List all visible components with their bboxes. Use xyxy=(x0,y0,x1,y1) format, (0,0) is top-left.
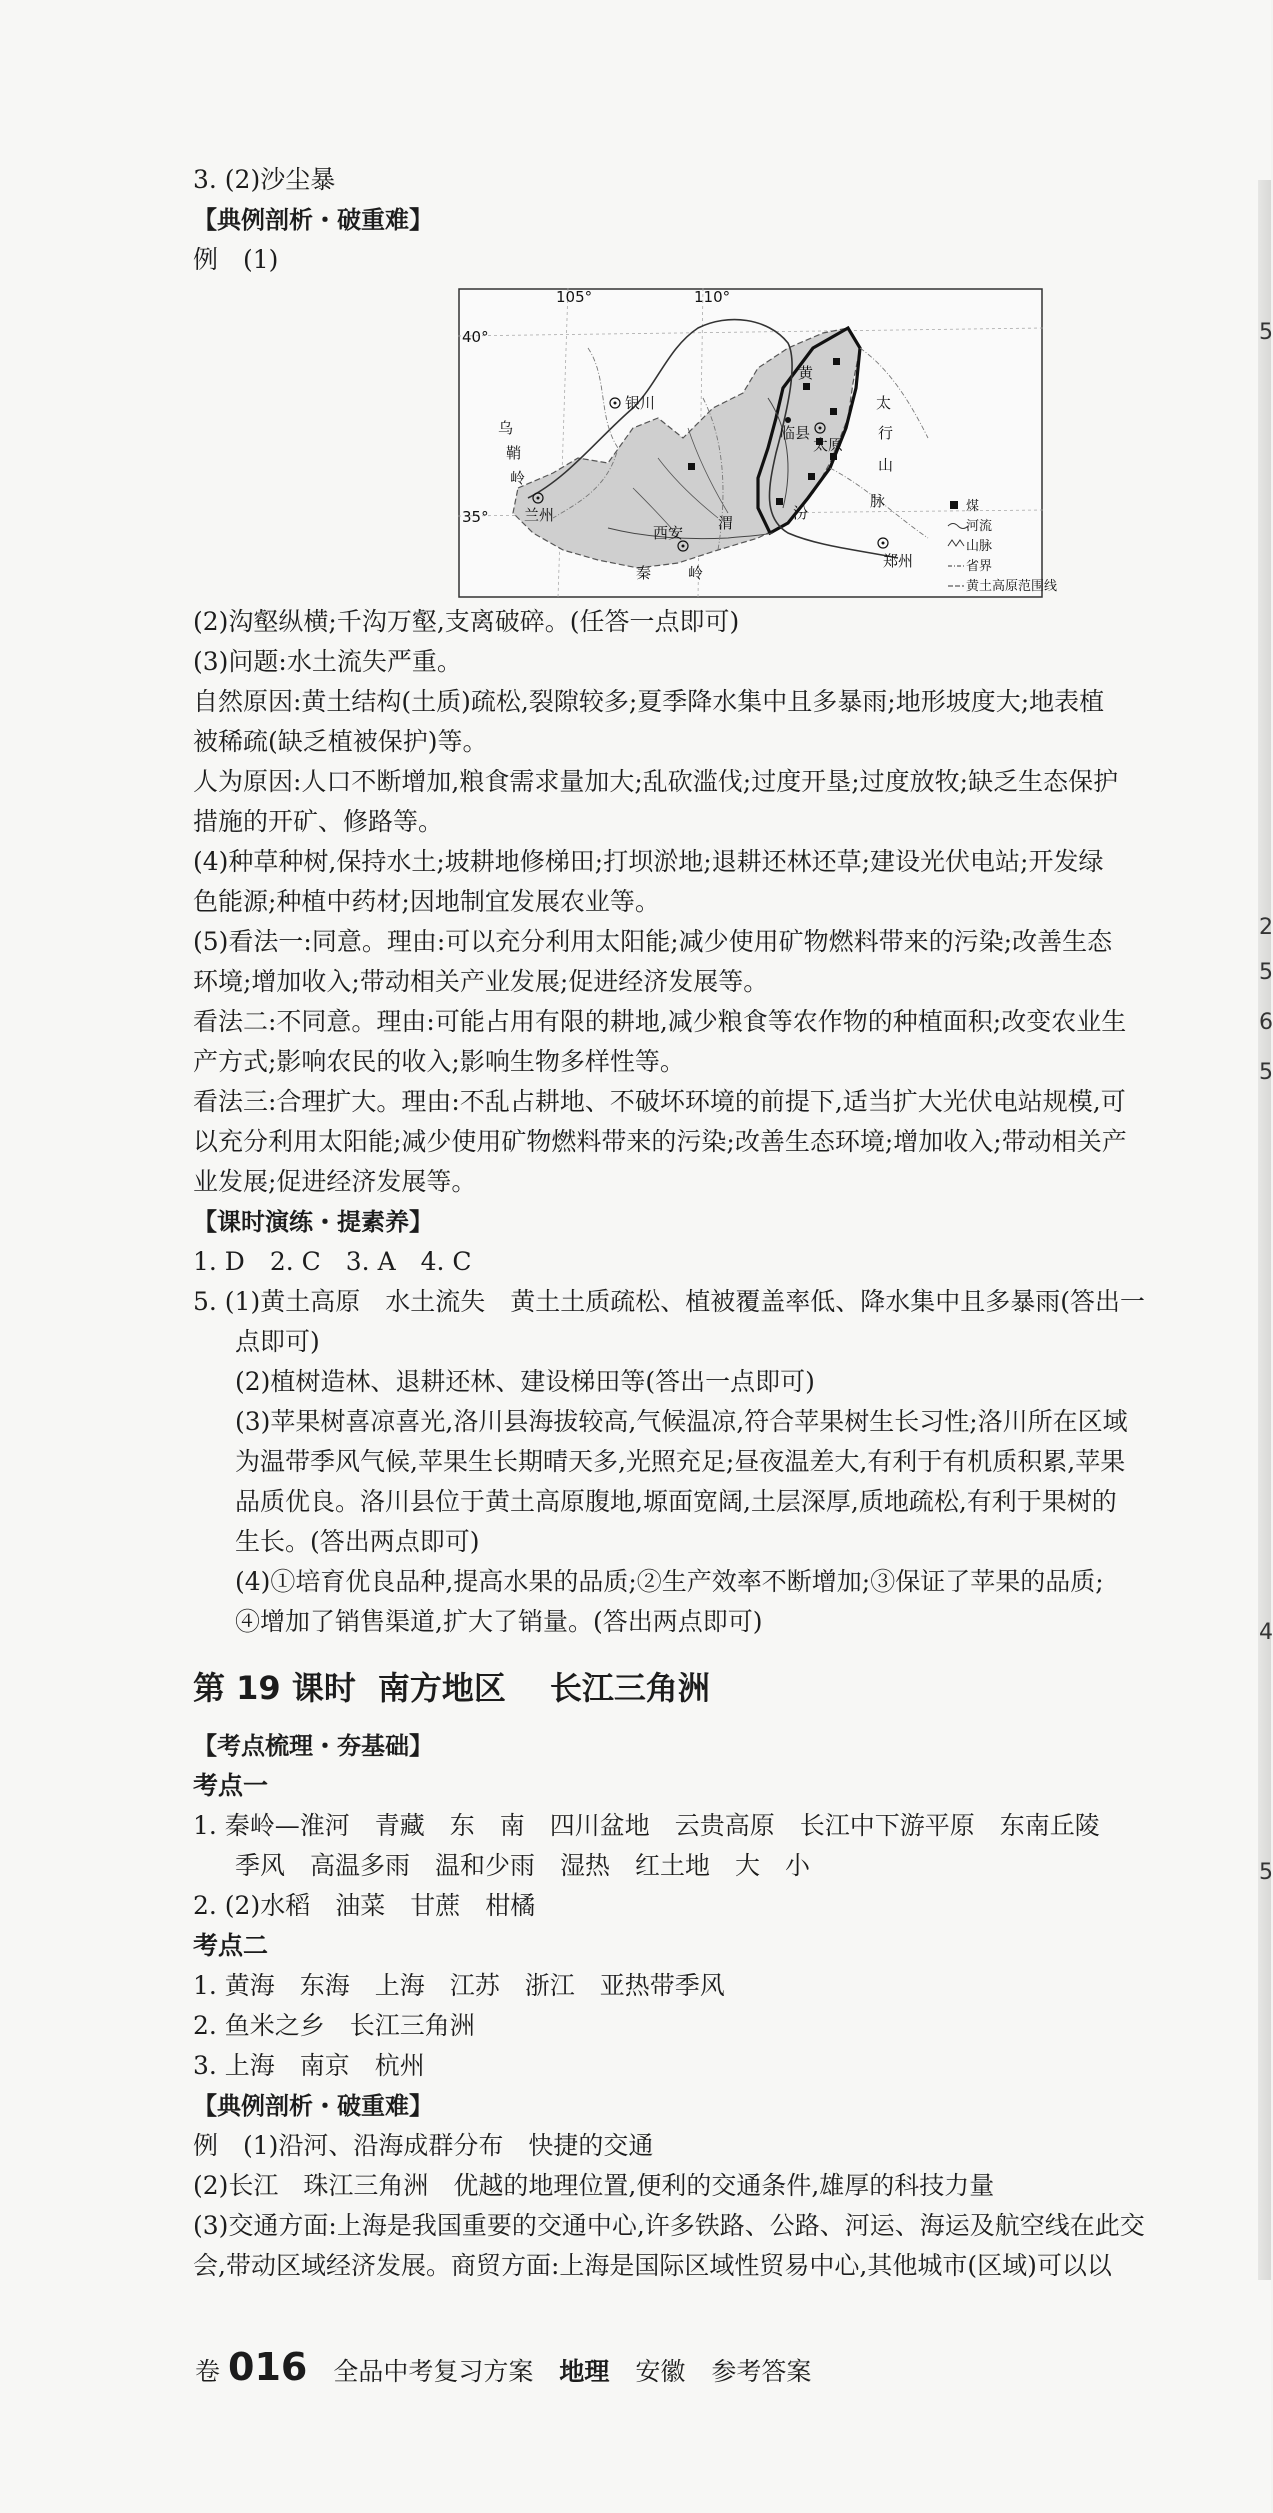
answer-line: (3)问题:水土流失严重。 xyxy=(193,647,462,676)
footer-series: 全品中考复习方案 xyxy=(333,2357,534,2386)
answer-line: (2)长江 珠江三角洲 优越的地理位置,便利的交通条件,雄厚的科技力量 xyxy=(193,2171,995,2200)
answer-line: (2)沟壑纵横;千沟万壑,支离破碎。(任答一点即可) xyxy=(193,607,740,636)
mc-answers: 1. D 2. C 3. A 4. C xyxy=(193,1247,472,1276)
mountain-label: 秦 xyxy=(636,564,652,582)
longitude-label: 110° xyxy=(694,288,731,306)
answer-line: 5. (1)黄土高原 水土流失 黄土土质疏松、植被覆盖率低、降水集中且多暴雨(答出一 xyxy=(193,1287,1145,1316)
answer-line: 措施的开矿、修路等。 xyxy=(193,807,444,836)
city-label: 兰州 xyxy=(524,506,555,524)
answer-line: 看法三:合理扩大。理由:不乱占耕地、不破坏环境的前提下,适当扩大光伏电站规模,可 xyxy=(193,1087,1126,1116)
lesson-number: 第 19 课时 xyxy=(193,1669,356,1707)
answer-line: 色能源;种植中药材;因地制宜发展农业等。 xyxy=(193,887,660,916)
legend-label: 省界 xyxy=(966,559,993,574)
legend-label: 煤 xyxy=(966,499,980,514)
answer-line: 生长。(答出两点即可) xyxy=(235,1527,480,1556)
answer-line: (4)种草种树,保持水土;坡耕地修梯田;打坝淤地;退耕还林还草;建设光伏电站;开发绿 xyxy=(193,847,1104,876)
example-label: 例 (1) xyxy=(193,245,279,274)
footer-juan: 卷 xyxy=(195,2357,221,2386)
answer-line: 为温带季风气候,苹果生长期晴天多,光照充足;昼夜温差大,有利于有机质积累,苹果 xyxy=(235,1447,1126,1476)
mountain-label: 行 xyxy=(878,424,894,442)
lesson-topic: 长江三角洲 xyxy=(549,1669,710,1707)
adjacent-page-edge xyxy=(1258,180,1271,2280)
answer-column xyxy=(193,160,1223,2286)
river-label: 渭 xyxy=(718,514,734,532)
answer-line: 看法二:不同意。理由:可能占用有限的耕地,减少粮食等农作物的种植面积;改变农业生 xyxy=(193,1007,1127,1036)
city-label: 郑州 xyxy=(883,552,914,570)
edge-char: 5 xyxy=(1259,960,1273,985)
answer-line: 产方式;影响农民的收入;影响生物多样性等。 xyxy=(193,1047,685,1076)
answer-line: 会,带动区域经济发展。商贸方面:上海是国际区域性贸易中心,其他城市(区域)可以以 xyxy=(193,2251,1112,2280)
mountain-label: 岭 xyxy=(510,469,526,487)
answer-line: (4)①培育优良品种,提高水果的品质;②生产效率不断增加;③保证了苹果的品质; xyxy=(235,1567,1104,1596)
footer-region: 安徽 xyxy=(635,2357,686,2386)
answer-line: 环境;增加收入;带动相关产业发展;促进经济发展等。 xyxy=(193,967,769,996)
answer-line: 2. (2)水稻 油菜 甘蔗 柑橘 xyxy=(193,1891,536,1920)
answer-line: 点即可) xyxy=(235,1327,320,1356)
key-point-heading: 考点二 xyxy=(193,1931,269,1960)
answer-line: 1. 黄海 东海 上海 江苏 浙江 亚热带季风 xyxy=(193,1971,725,2000)
section-heading: 【典例剖析・破重难】 xyxy=(193,206,433,234)
answer-line: 自然原因:黄土结构(土质)疏松,裂隙较多;夏季降水集中且多暴雨;地形坡度大;地表植 xyxy=(193,687,1105,716)
answer-line: 3. 上海 南京 杭州 xyxy=(193,2051,425,2080)
river-label: 汾 xyxy=(793,504,809,522)
answer-line: 以充分利用太阳能;减少使用矿物燃料带来的污染;改善生态环境;增加收入;带动相关产 xyxy=(193,1127,1127,1156)
answer-line: 人为原因:人口不断增加,粮食需求量加大;乱砍滥伐;过度开垦;过度放牧;缺乏生态保护 xyxy=(193,767,1119,796)
section-heading: 【课时演练・提素养】 xyxy=(193,1208,433,1236)
city-label: 西安 xyxy=(653,524,684,542)
answer-line: (5)看法一:同意。理由:可以充分利用太阳能;减少使用矿物燃料带来的污染;改善生态 xyxy=(193,927,1113,956)
section-heading: 【典例剖析・破重难】 xyxy=(193,2092,433,2120)
legend-label: 山脉 xyxy=(966,539,993,554)
mountain-label: 太 xyxy=(876,394,892,412)
lesson-title xyxy=(193,1660,1223,1716)
city-label: 银川 xyxy=(625,394,656,412)
answer-line: 业发展;促进经济发展等。 xyxy=(193,1167,477,1196)
latitude-label: 40° xyxy=(462,328,489,346)
lesson-region: 南方地区 xyxy=(377,1669,506,1707)
edge-char: 5 xyxy=(1259,1060,1273,1085)
mountain-label: 岭 xyxy=(688,564,704,582)
answer-line: 被稀疏(缺乏植被保护)等。 xyxy=(193,727,488,756)
answer-line: 2. 鱼米之乡 长江三角洲 xyxy=(193,2011,475,2040)
mountain-label: 乌 xyxy=(498,419,514,437)
page-number: 016 xyxy=(228,2345,308,2389)
answer-line: 季风 高温多雨 温和少雨 湿热 红土地 大 小 xyxy=(235,1851,811,1880)
answer-line: 1. 秦岭—淮河 青藏 东 南 四川盆地 云贵高原 长江中下游平原 东南丘陵 xyxy=(193,1811,1100,1840)
page-footer xyxy=(195,2345,811,2389)
city-label: 太原 xyxy=(813,436,844,454)
mountain-label: 山 xyxy=(878,456,894,474)
longitude-label: 105° xyxy=(556,288,593,306)
edge-char: 4 xyxy=(1259,1620,1273,1645)
answer-line: (2)植树造林、退耕还林、建设梯田等(答出一点即可) xyxy=(235,1367,815,1396)
mountain-label: 脉 xyxy=(870,492,886,510)
footer-answer: 参考答案 xyxy=(711,2357,812,2386)
loess-plateau-map xyxy=(458,288,1058,598)
section-heading: 【考点梳理・夯基础】 xyxy=(193,1732,433,1760)
answer-line: (3)交通方面:上海是我国重要的交通中心,许多铁路、公路、河运、海运及航空线在此交 xyxy=(193,2211,1145,2240)
answer-line: 例 (1)沿河、沿海成群分布 快捷的交通 xyxy=(193,2131,654,2160)
answer-line: (3)苹果树喜凉喜光,洛川县海拔较高,气候温凉,符合苹果树生长习性;洛川所在区域 xyxy=(235,1407,1128,1436)
edge-char: 2 xyxy=(1259,915,1273,940)
latitude-label: 35° xyxy=(462,508,489,526)
edge-char: 6 xyxy=(1259,1010,1273,1035)
legend-label: 河流 xyxy=(966,519,993,534)
answer-line: 品质优良。洛川县位于黄土高原腹地,塬面宽阔,土层深厚,质地疏松,有利于果树的 xyxy=(235,1487,1117,1516)
river-label: 黄 xyxy=(798,364,814,382)
city-label: 临县 xyxy=(780,424,811,442)
legend-label: 黄土高原范围线 xyxy=(966,579,1058,594)
footer-subject: 地理 xyxy=(559,2357,610,2386)
edge-char: 5 xyxy=(1259,1860,1273,1885)
key-point-heading: 考点一 xyxy=(193,1771,269,1800)
edge-char: 5 xyxy=(1259,320,1273,345)
mountain-label: 鞘 xyxy=(506,444,522,462)
answer-line: 3. (2)沙尘暴 xyxy=(193,165,336,194)
answer-line: ④增加了销售渠道,扩大了销量。(答出两点即可) xyxy=(235,1607,763,1636)
